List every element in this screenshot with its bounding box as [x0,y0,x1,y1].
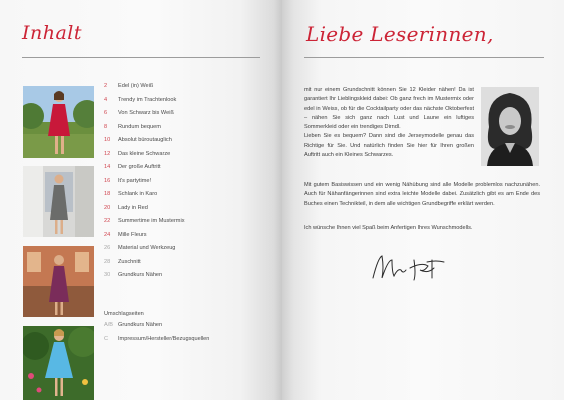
toc-page-number: 22 [104,218,111,224]
toc-row[interactable] [104,110,272,124]
toc-page-number: 12 [104,150,111,157]
toc-entry-label: Lady in Red [118,204,148,211]
toc-page-number: 16 [104,177,111,184]
title-divider [22,57,260,58]
toc-entry-label: Absolut büroutauglich [118,137,172,143]
toc-entry-label: Edel (in) Weiß [118,83,154,89]
toc-entry-label: Zuschnitt [118,258,141,265]
toc-row[interactable] [104,205,272,219]
intro-paragraph [304,86,474,160]
toc-page-number: 20 [104,204,111,211]
toc-row[interactable] [104,259,272,273]
intro-text: mit nur einem Grundschnitt können Sie 12 Kleider nähen! Da ist garantiert Ihr Lieblingskleid dabei: Ob ganz frech im Mustermix oder edel in Weiss, ob für die Cocktailparty oder das nächste Oktoberfest – nähen Sie sich ganz nach Lust und Laune ein luftiges Sommerkleid oder ein trendiges Dirndl. [304,87,474,131]
toc-row[interactable] [104,151,272,165]
toc-entry-label: Der große Auftritt [118,164,161,170]
skills-paragraph: Mit gutem Basiswissen und ein wenig Nähübung sind alle Modelle problemlos nachzunähen. Auch für Nähanfängerinnen sind extra leichte Modelle dabei. Zusätzlich gibt es am Ende des Buches einen Technikteil, in dem alle wichtigen Grundbegriffe erklärt werden. [304,182,540,207]
toc-entry-label: Mille Fleurs [118,231,147,238]
toc-row[interactable] [104,83,272,97]
toc-entry-label: Das kleine Schwarze [118,150,171,157]
toc-row[interactable] [104,97,272,111]
toc-entry-label: Trendy im Trachtenlook [118,96,177,103]
toc-row[interactable] [104,322,272,336]
toc-page-number: 30 [104,272,111,278]
toc-page-number: 24 [104,231,111,238]
toc-page-number: A/B [104,322,114,328]
photo-grey-dress [23,166,94,237]
intro-text-continued: Lieben Sie es bequem? Dann sind die Jerseymodelle genau das Richtige für Sie. Und natürlich finden Sie hier für Ihren großen Auftritt auch ein Kleines Schwarzes. [304,133,474,159]
toc-page-number: 4 [104,96,108,103]
toc-row[interactable] [104,124,272,138]
photo-red-dress [23,86,94,158]
photo-purple-dress [23,246,94,317]
toc-page-number: 8 [104,123,108,130]
toc-entry-label: Summertime im Mustermix [118,218,185,224]
toc-page-number: C [104,335,109,342]
toc-page-number: 18 [104,191,111,197]
closing-paragraph: Ich wünsche Ihnen viel Spaß beim Anfertigen Ihres Wunschmodells. [304,225,473,231]
toc-page-number: 28 [104,258,111,265]
toc-entry-label: Rundum bequem [118,123,161,130]
toc-row[interactable] [104,232,272,246]
cover-pages-list [104,322,272,349]
author-signature [370,248,454,284]
cover-pages-heading: Umschlagseiten [104,311,144,317]
toc-entry-label: It's partytime! [118,177,152,184]
toc-row[interactable] [104,245,272,259]
toc-page-number: 10 [104,137,111,143]
toc-row[interactable] [104,164,272,178]
toc-entry-label: Von Schwarz bis Weiß [118,110,174,116]
toc-page-number: 26 [104,245,111,251]
toc-row[interactable] [104,137,272,151]
toc-entry-label: Impressum/Hersteller/Bezugsquellen [118,335,210,342]
greeting-title: Liebe Leserinnen, [306,22,494,46]
toc-row[interactable] [104,336,272,350]
toc-row[interactable] [104,272,272,286]
toc-page-number: 2 [104,83,108,89]
title-divider [304,57,544,58]
author-portrait [481,87,539,166]
toc-row[interactable] [104,178,272,192]
photo-blue-dress [23,326,94,400]
toc-entry-label: Grundkurs Nähen [118,272,163,278]
toc-entry-label: Schlank in Karo [118,191,158,197]
toc-entry-label: Material und Werkzeug [118,245,176,251]
toc-page-number: 6 [104,110,108,116]
table-of-contents [104,83,272,286]
toc-row[interactable] [104,218,272,232]
toc-entry-label: Grundkurs Nähen [118,322,163,328]
toc-row[interactable] [104,191,272,205]
contents-title: Inhalt [22,22,83,44]
toc-page-number: 14 [104,164,111,170]
right-page [282,0,564,400]
